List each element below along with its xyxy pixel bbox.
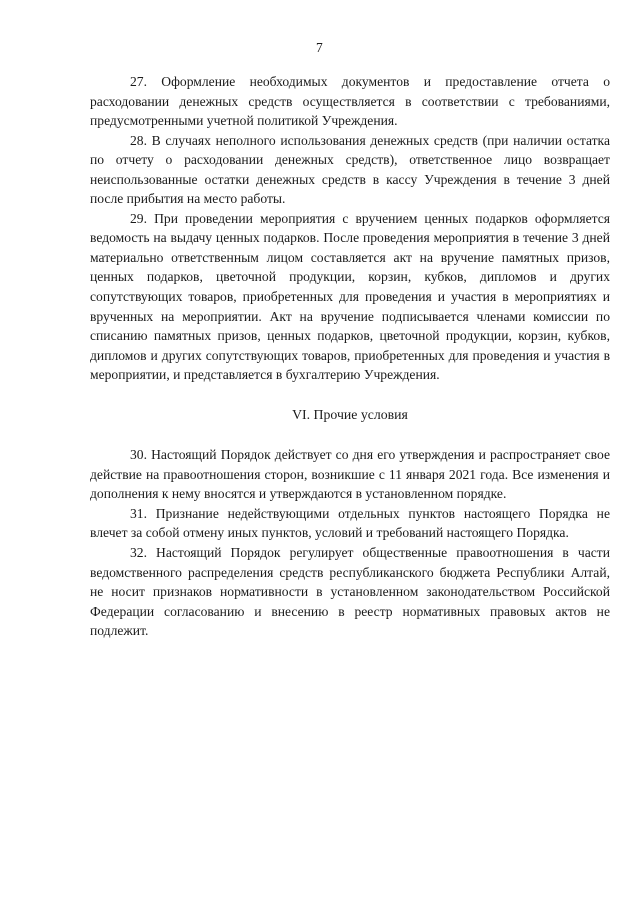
paragraph-27: 27. Оформление необходимых документов и предоставление отчета о расходовании денежных средств осуществляется в соответствии с требованиями, предусмотренными учетной политикой Учреждения. <box>90 74 610 129</box>
paragraph-29: 29. При проведении мероприятия с вручением ценных подарков оформляется ведомость на выдачу ценных подарков. После проведения мероприятия в течение 3 дней материально ответственным лицом составляется акт на вручение памятных призов, ценных подарков, цветочной продукции, корзин, кубков, дипломов и других сопутствующих товаров, приобретенных для проведения и участия в мероприятиях и врученных на мероприятии. Акт на вручение подписывается членами комиссии по списанию памятных призов, ценных подарков, цветочной продукции, корзин, кубков, дипломов и других сопутствующих товаров, приобретенных для проведения и участия в мероприятии, и представляется в бухгалтерию Учреждения. <box>90 210 610 383</box>
paragraph-30: 30. Настоящий Порядок действует со дня его утверждения и распространяет свое действие на правоотношения сторон, возникшие с 11 января 2021 года. Все изменения и дополнения к нему вносятся и утверждаются в установленном порядке. <box>90 447 610 502</box>
page-number: 7 <box>315 40 324 55</box>
paragraph-28: 28. В случаях неполного использования денежных средств (при наличии остатка по отчету о расходовании денежных средств), ответственное лицо возвращает неиспользованные остатки денежных средств в кассу Учреждения в течение 3 дней после прибытия на место работы. <box>90 132 610 207</box>
paragraph-31: 31. Признание недействующими отдельных пунктов настоящего Порядка не влечет за собой отмену иных пунктов, условий и требований настоящего Порядка. <box>90 505 610 541</box>
section-heading: VI. Прочие условия <box>292 406 408 422</box>
paragraph-32: 32. Настоящий Порядок регулирует общественные правоотношения в части ведомственного распределения средств республиканского бюджета Республики Алтай, не носит признаков нормативности в установленном законодательством Российской Федерации согласованию и внесению в реестр нормативных правовых актов не подлежит. <box>90 545 610 639</box>
document-body <box>90 72 610 641</box>
